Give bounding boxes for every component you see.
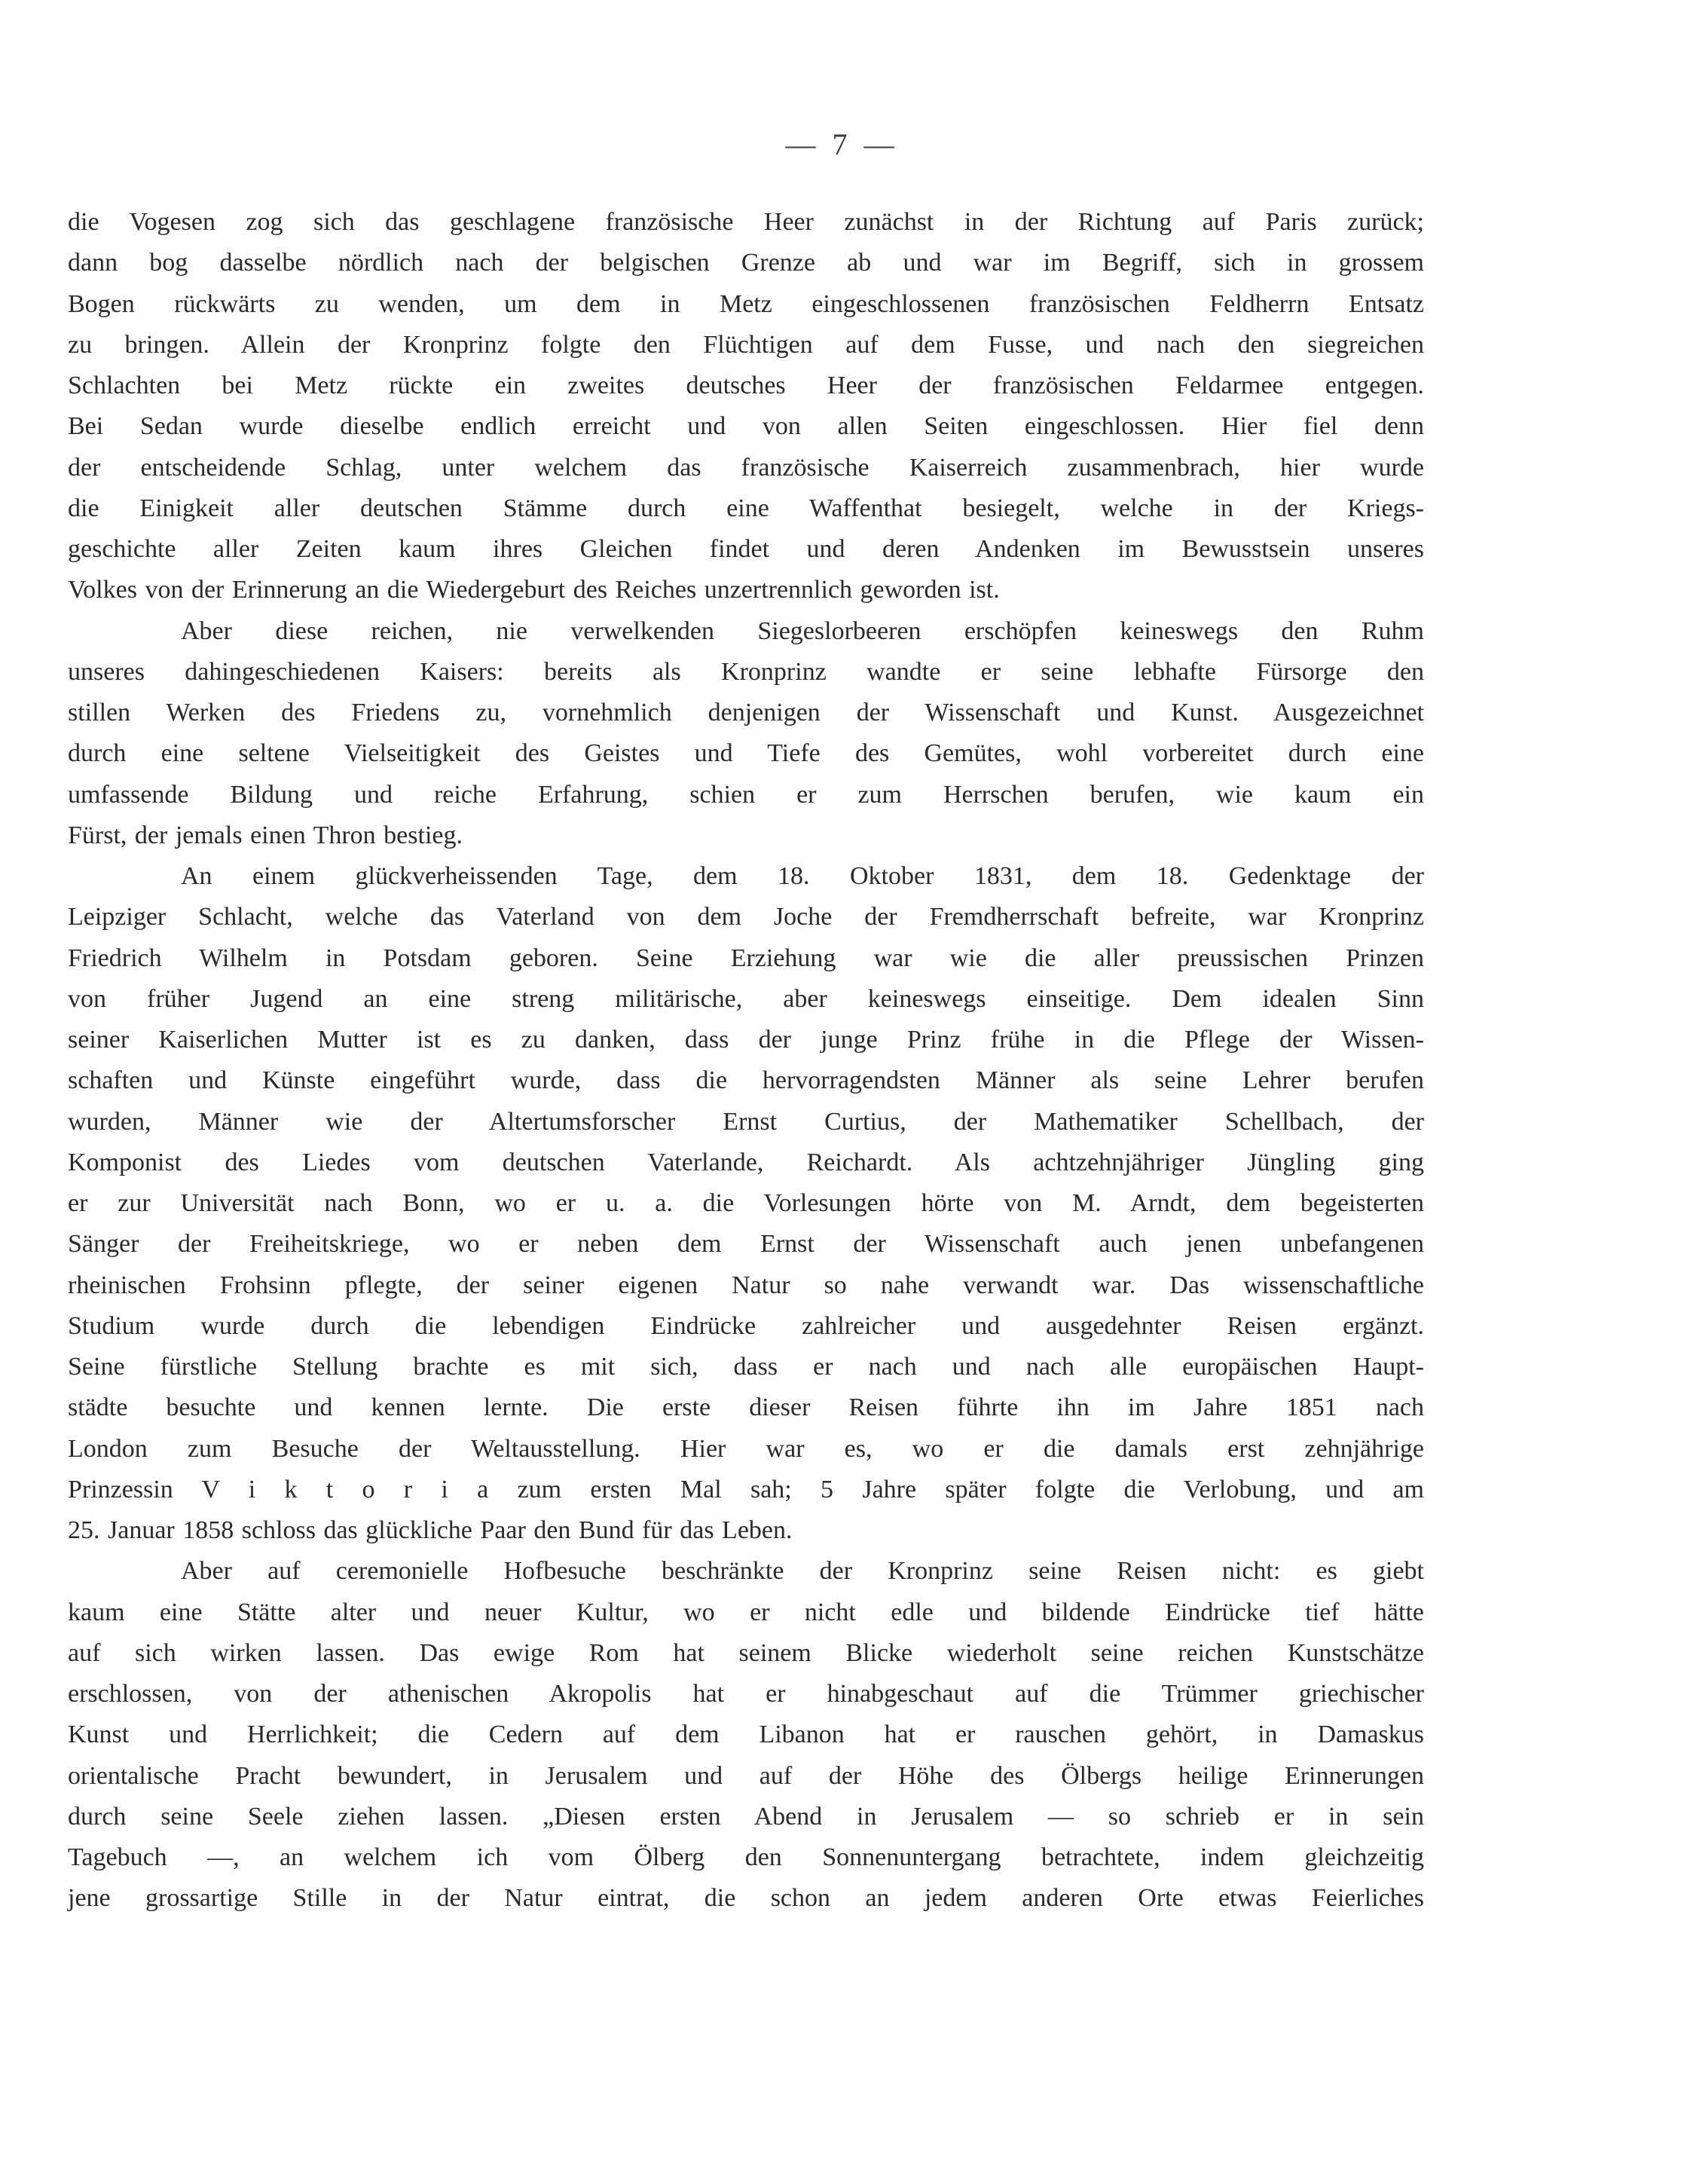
text-line: durch seine Seele ziehen lassen. „Diesen ersten Abend in Jerusalem — so schrieb er in sein [68, 1802, 1424, 1831]
text-line: seiner Kaiserlichen Mutter ist es zu danken, dass der junge Prinz frühe in die Pflege der Wissen- [68, 1026, 1424, 1054]
text-line: geschichte aller Zeiten kaum ihres Gleichen findet und deren Andenken im Bewusstsein unseres [68, 535, 1424, 563]
text-line: Komponist des Liedes vom deutschen Vaterlande, Reichardt. Als achtzehnjähriger Jüngling ging [68, 1148, 1424, 1176]
text-line: jene grossartige Stille in der Natur eintrat, die schon an jedem anderen Orte etwas Feierliches [68, 1884, 1424, 1913]
text-line: stillen Werken des Friedens zu, vornehmlich denjenigen der Wissenschaft und Kunst. Ausgezeichnet [68, 699, 1424, 726]
text-line: schaften und Künste eingeführt wurde, dass die hervorragendsten Männer als seine Lehrer berufen [68, 1066, 1424, 1095]
text-line: rheinischen Frohsinn pflegte, der seiner eigenen Natur so nahe verwandt war. Das wissenschaftliche [68, 1271, 1424, 1299]
text-line: Studium wurde durch die lebendigen Eindrücke zahlreicher und ausgedehnter Reisen ergänzt. [68, 1311, 1424, 1340]
text-line: Seine fürstliche Stellung brachte es mit sich, dass er nach und nach alle europäischen Haupt- [68, 1353, 1424, 1381]
text-line: Fürst, der jemals einen Thron bestieg. [68, 821, 463, 849]
text-line: auf sich wirken lassen. Das ewige Rom hat seinem Blicke wiederholt seine reichen Kunstschätze [68, 1638, 1424, 1667]
text-line: Tagebuch —, an welchem ich vom Ölberg den Sonnenuntergang betrachtete, indem gleichzeitig [68, 1843, 1424, 1871]
text-line: orientalische Pracht bewundert, in Jerusalem und auf der Höhe des Ölbergs heilige Erinnerungen [68, 1761, 1424, 1790]
text-line: Leipziger Schlacht, welche das Vaterland von dem Joche der Fremdherrschaft befreite, war Kronprinz [68, 903, 1424, 931]
text-line: wurden, Männer wie der Altertumsforscher Ernst Curtius, der Mathematiker Schellbach, der [68, 1107, 1424, 1136]
text-line: durch eine seltene Vielseitigkeit des Geistes und Tiefe des Gemütes, wohl vorbereitet durch eine [68, 739, 1424, 768]
text-line: Volkes von der Erinnerung an die Wiedergeburt des Reiches unzertrennlich geworden ist. [68, 576, 1000, 604]
text-line: städte besuchte und kennen lernte. Die erste dieser Reisen führte ihn im Jahre 1851 nach [68, 1393, 1424, 1422]
text-line: erschlossen, von der athenischen Akropolis hat er hinabgeschaut auf die Trümmer griechischer [68, 1680, 1424, 1708]
text-line: die Einigkeit aller deutschen Stämme durch eine Waffenthat besiegelt, welche in der Kriegs- [68, 494, 1424, 522]
text-line: London zum Besuche der Weltausstellung. Hier war es, wo er die damals erst zehnjährige [68, 1434, 1424, 1463]
paragraph-first-line: Aber diese reichen, nie verwelkenden Siegeslorbeeren erschöpfen keineswegs den Ruhm [181, 616, 1424, 645]
text-line: Bei Sedan wurde dieselbe endlich erreicht und von allen Seiten eingeschlossen. Hier fiel denn [68, 412, 1424, 441]
text-line: Bogen rückwärts zu wenden, um dem in Metz eingeschlossenen französischen Feldherrn Entsatz [68, 289, 1424, 318]
text-line: er zur Universität nach Bonn, wo er u. a. die Vorlesungen hörte von M. Arndt, dem begeisterten [68, 1189, 1424, 1217]
text-line: Friedrich Wilhelm in Potsdam geboren. Seine Erziehung war wie die aller preussischen Prinzen [68, 944, 1424, 972]
text-line: die Vogesen zog sich das geschlagene französische Heer zunächst in der Richtung auf Paris zurück; [68, 208, 1424, 236]
body-text [68, 202, 1424, 1919]
page-number: — 7 — [785, 127, 899, 161]
text-line: der entscheidende Schlag, unter welchem das französische Kaiserreich zusammenbrach, hier wurde [68, 453, 1424, 482]
text-line: dann bog dasselbe nördlich nach der belgischen Grenze ab und war im Begriff, sich in grossem [68, 249, 1424, 277]
text-line: kaum eine Stätte alter und neuer Kultur, wo er nicht edle und bildende Eindrücke tief hätte [68, 1598, 1424, 1626]
text-line: Sänger der Freiheitskriege, wo er neben dem Ernst der Wissenschaft auch jenen unbefangenen [68, 1230, 1424, 1259]
text-line: umfassende Bildung und reiche Erfahrung, schien er zum Herrschen berufen, wie kaum ein [68, 780, 1424, 809]
text-line: 25. Januar 1858 schloss das glückliche Paar den Bund für das Leben. [68, 1516, 793, 1544]
text-line: zu bringen. Allein der Kronprinz folgte den Flüchtigen auf dem Fusse, und nach den siegreichen [68, 330, 1424, 359]
paragraph-first-line: An einem glückverheissenden Tage, dem 18. Oktober 1831, dem 18. Gedenktage der [181, 862, 1424, 890]
text-line: von früher Jugend an eine streng militärische, aber keineswegs einseitige. Dem idealen Sinn [68, 984, 1424, 1013]
paragraph-first-line: Aber auf ceremonielle Hofbesuche beschränkte der Kronprinz seine Reisen nicht: es giebt [181, 1557, 1424, 1586]
text-line: unseres dahingeschiedenen Kaisers: bereits als Kronprinz wandte er seine lebhafte Fürsorge den [68, 657, 1424, 686]
text-line: Prinzessin V i k t o r i a zum ersten Mal sah; 5 Jahre später folgte die Verlobung, und am [68, 1475, 1424, 1503]
text-line: Kunst und Herrlichkeit; die Cedern auf dem Libanon hat er rauschen gehört, in Damaskus [68, 1721, 1424, 1749]
text-line: Schlachten bei Metz rückte ein zweites deutsches Heer der französischen Feldarmee entgegen. [68, 372, 1424, 399]
